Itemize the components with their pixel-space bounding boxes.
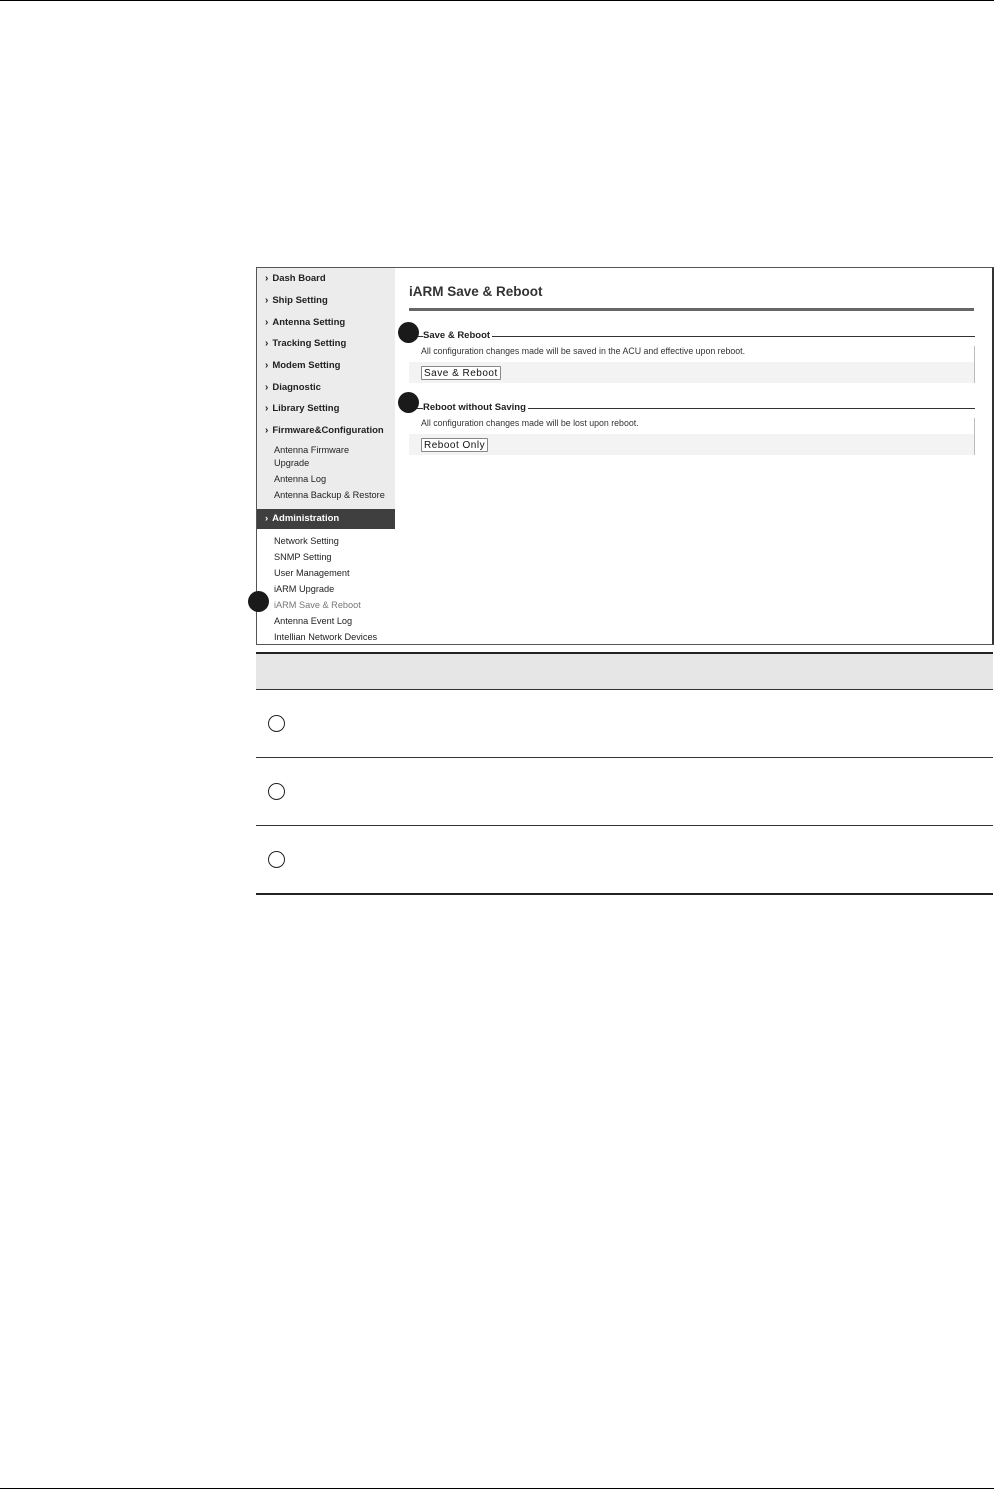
chevron-right-icon: › <box>265 338 269 350</box>
page-bottom-rule <box>0 1488 994 1489</box>
chevron-right-icon: › <box>265 316 269 328</box>
section-divider <box>409 336 975 337</box>
sidebar-item-label: Tracking Setting <box>272 338 347 350</box>
callout-marker <box>248 591 269 612</box>
callout-marker <box>398 392 419 413</box>
save-reboot-button[interactable]: Save & Reboot <box>421 366 501 380</box>
chevron-right-icon: › <box>265 403 269 415</box>
sidebar-item-ship-setting[interactable] <box>257 290 395 312</box>
sidebar-item-dash-board[interactable] <box>257 268 395 290</box>
screenshot-frame <box>256 267 994 645</box>
chevron-right-icon: › <box>265 381 269 393</box>
administration-submenu <box>257 529 395 646</box>
table-row <box>256 758 993 826</box>
section-header <box>409 330 975 342</box>
main-content <box>409 268 979 644</box>
section-button-row <box>409 434 975 455</box>
sidebar-subitem-network-setting[interactable]: Network Setting <box>274 535 339 546</box>
section-legend: Reboot without Saving <box>423 402 526 413</box>
sidebar-item-label: Diagnostic <box>272 381 321 393</box>
chevron-right-icon: › <box>265 513 269 524</box>
sidebar-item-firmware-configuration[interactable] <box>257 420 395 442</box>
sidebar-subitem-snmp-setting[interactable]: SNMP Setting <box>274 551 332 562</box>
chevron-right-icon: › <box>265 360 269 372</box>
sidebar-subitem-antenna-backup-restore[interactable]: Antenna Backup & Restore <box>274 489 385 500</box>
table-row <box>256 690 993 758</box>
chevron-right-icon: › <box>265 295 269 307</box>
chevron-right-icon: › <box>265 273 269 285</box>
sidebar-subitem-antenna-event-log[interactable]: Antenna Event Log <box>274 615 353 626</box>
table-header <box>256 652 993 690</box>
save-reboot-section <box>409 330 975 383</box>
sidebar-item-diagnostic[interactable] <box>257 376 395 398</box>
page-title: iARM Save & Reboot <box>409 284 543 299</box>
chevron-right-icon: › <box>265 425 269 437</box>
sidebar-item-label: Firmware&Configuration <box>272 425 384 437</box>
section-legend: Save & Reboot <box>423 330 491 341</box>
table-row <box>256 826 993 895</box>
sidebar-item-label: Modem Setting <box>272 360 341 372</box>
number-circle-icon <box>268 783 285 800</box>
sidebar-subitem-iarm-upgrade[interactable]: iARM Upgrade <box>274 583 335 594</box>
number-circle-icon <box>268 851 285 868</box>
sidebar-subitem-antenna-firmware-upgrade[interactable]: Antenna Firmware Upgrade <box>274 444 350 468</box>
sidebar-subitem-user-management[interactable]: User Management <box>274 567 350 578</box>
sidebar-item-label: Library Setting <box>272 403 340 415</box>
sidebar-item-label: Dash Board <box>272 273 326 285</box>
sidebar-subitem-antenna-log[interactable]: Antenna Log <box>274 473 327 484</box>
sidebar-item-label: Administration <box>272 513 340 524</box>
sidebar-item-modem-setting[interactable] <box>257 355 395 377</box>
sidebar-subitem-intellian-network-devices[interactable]: Intellian Network Devices <box>274 631 378 642</box>
section-button-row <box>409 362 975 383</box>
title-divider <box>409 308 974 311</box>
page-top-rule <box>0 0 994 1</box>
reboot-only-button[interactable]: Reboot Only <box>421 438 488 452</box>
reboot-without-saving-section <box>409 402 975 455</box>
sidebar <box>257 268 395 644</box>
sidebar-menu-group <box>257 268 395 509</box>
sidebar-item-antenna-setting[interactable] <box>257 311 395 333</box>
firmware-submenu <box>257 442 395 509</box>
sidebar-item-label: Antenna Setting <box>272 316 346 328</box>
description-table <box>256 652 993 895</box>
callout-marker <box>398 322 419 343</box>
number-circle-icon <box>268 715 285 732</box>
sidebar-item-tracking-setting[interactable] <box>257 333 395 355</box>
sidebar-subitem-iarm-save-reboot[interactable]: iARM Save & Reboot <box>274 599 361 610</box>
sidebar-item-library-setting[interactable] <box>257 398 395 420</box>
section-description: All configuration changes made will be saved in the ACU and effective upon reboot. <box>409 346 975 362</box>
sidebar-item-label: Ship Setting <box>272 295 328 307</box>
section-header <box>409 402 975 414</box>
section-description: All configuration changes made will be lost upon reboot. <box>409 418 975 434</box>
sidebar-item-administration[interactable] <box>257 509 395 529</box>
